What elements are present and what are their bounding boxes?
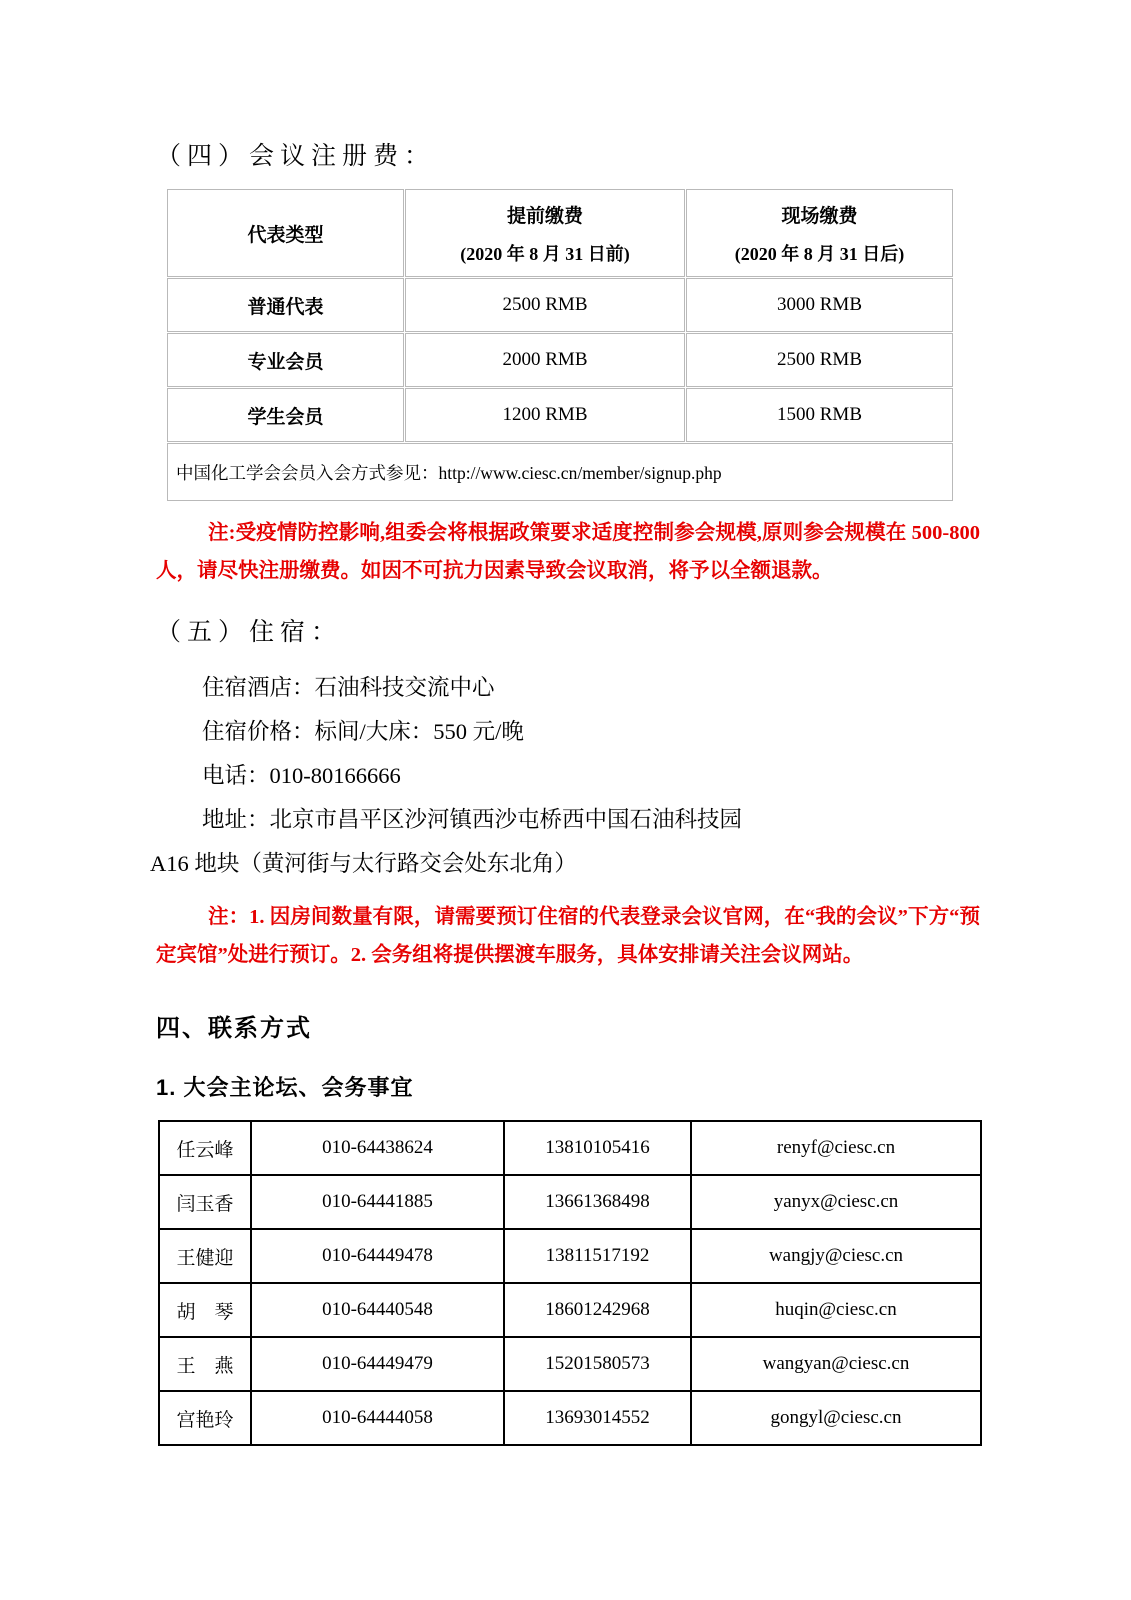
fee-type-regular: 普通代表: [167, 278, 404, 332]
hotel-phone-line: 电话：010-80166666: [202, 763, 401, 788]
contact-phone: 010-64438624: [251, 1121, 504, 1175]
section-heading-contacts: 四、联系方式: [156, 1015, 312, 1042]
contact-row: [159, 1229, 981, 1283]
contact-row: [159, 1175, 981, 1229]
contact-mobile: 13693014552: [504, 1391, 691, 1445]
membership-signup-url[interactable]: 中国化工学会会员入会方式参见：http://www.ciesc.cn/member/signup.php: [167, 443, 953, 501]
fee-onsite-title: 现场缴费: [781, 205, 858, 227]
contact-name: 宫艳玲: [159, 1391, 251, 1445]
hotel-address-line1: 地址：北京市昌平区沙河镇西沙屯桥西中国石油科技园: [202, 807, 743, 832]
fee-col-header-type-label: 代表类型: [247, 224, 324, 246]
contact-mobile: 13661368498: [504, 1175, 691, 1229]
fee-col-header-early: [405, 189, 685, 277]
contact-mobile: 18601242968: [504, 1283, 691, 1337]
fee-table-header-row: [167, 189, 953, 277]
fee-onsite-deadline: (2020 年 8 月 31 日后): [734, 243, 905, 264]
section-heading-registration-fee: （四）会议注册费：: [156, 143, 436, 170]
fee-col-header-onsite: [686, 189, 953, 277]
subheading-main-forum-affairs: 1. 大会主论坛、会务事宜: [156, 1075, 414, 1100]
fee-member-onsite: 2500 RMB: [686, 333, 953, 387]
fee-student-early: 1200 RMB: [405, 388, 685, 442]
contact-phone: 010-64449478: [251, 1229, 504, 1283]
contact-row: [159, 1391, 981, 1445]
contact-email: renyf@ciesc.cn: [691, 1121, 981, 1175]
contact-email: wangyan@ciesc.cn: [691, 1337, 981, 1391]
contacts-table: [158, 1120, 982, 1446]
accommodation-info: [150, 666, 980, 886]
contact-row: [159, 1121, 981, 1175]
registration-fee-table: [166, 188, 954, 502]
fee-member-early: 2000 RMB: [405, 333, 685, 387]
contact-phone: 010-64449479: [251, 1337, 504, 1391]
contact-phone: 010-64441885: [251, 1175, 504, 1229]
contact-mobile: 13810105416: [504, 1121, 691, 1175]
hotel-name-line: 住宿酒店：石油科技交流中心: [202, 675, 495, 700]
contact-name: 王 燕: [159, 1337, 251, 1391]
registration-note: 注:受疫情防控影响,组委会将根据政策要求适度控制参会规模,原则参会规模在 500-800 人，请尽快注册缴费。如因不可抗力因素导致会议取消，将予以全额退款。: [156, 522, 980, 582]
fee-regular-onsite: 3000 RMB: [686, 278, 953, 332]
contact-email: huqin@ciesc.cn: [691, 1283, 981, 1337]
fee-table-row-student: [167, 388, 953, 442]
contact-email: yanyx@ciesc.cn: [691, 1175, 981, 1229]
fee-table-footnote-row: [167, 443, 953, 501]
contact-phone: 010-64444058: [251, 1391, 504, 1445]
contact-name: 胡 琴: [159, 1283, 251, 1337]
fee-regular-early: 2500 RMB: [405, 278, 685, 332]
fee-early-deadline: (2020 年 8 月 31 日前): [460, 243, 630, 264]
contact-phone: 010-64440548: [251, 1283, 504, 1337]
contact-name: 王健迎: [159, 1229, 251, 1283]
fee-table-row-member: [167, 333, 953, 387]
contact-email: gongyl@ciesc.cn: [691, 1391, 981, 1445]
contact-row: [159, 1283, 981, 1337]
fee-table-row-regular: [167, 278, 953, 332]
contact-name: 任云峰: [159, 1121, 251, 1175]
hotel-address-line2: A16 地块（黄河街与太行路交会处东北角）: [150, 851, 577, 876]
fee-type-student: 学生会员: [167, 388, 404, 442]
fee-early-title: 提前缴费: [506, 205, 583, 227]
contact-mobile: 13811517192: [504, 1229, 691, 1283]
contact-name: 闫玉香: [159, 1175, 251, 1229]
section-heading-accommodation: （五）住宿：: [156, 619, 343, 646]
fee-col-header-type: [167, 189, 404, 277]
contact-row: [159, 1337, 981, 1391]
fee-student-onsite: 1500 RMB: [686, 388, 953, 442]
hotel-price-line: 住宿价格：标间/大床：550 元/晚: [202, 719, 524, 744]
accommodation-note: 注：1. 因房间数量有限，请需要预订住宿的代表登录会议官网，在“我的会议”下方“预定宾馆”处进行预订。2. 会务组将提供摆渡车服务，具体安排请关注会议网站。: [156, 906, 980, 966]
contact-mobile: 15201580573: [504, 1337, 691, 1391]
document-page: [150, 0, 980, 1446]
fee-type-member: 专业会员: [167, 333, 404, 387]
contact-email: wangjy@ciesc.cn: [691, 1229, 981, 1283]
